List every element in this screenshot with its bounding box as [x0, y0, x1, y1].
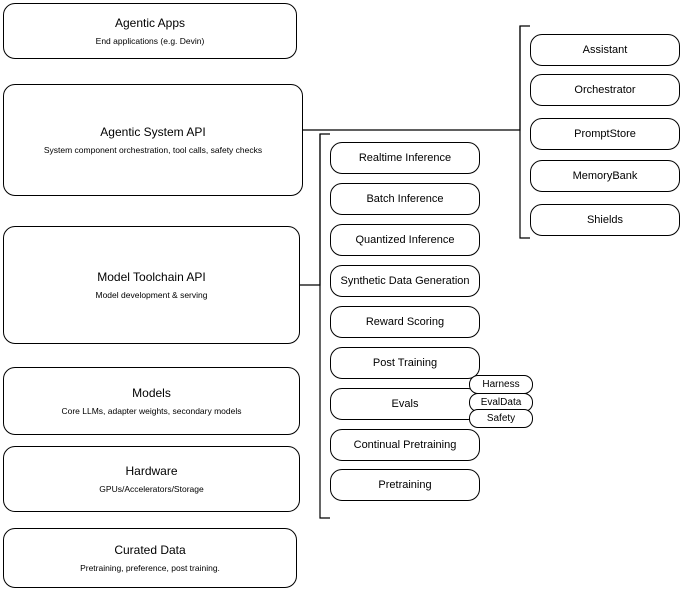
- layer-agentic-apps[interactable]: [3, 3, 297, 59]
- component-label: Harness: [482, 379, 520, 390]
- component-promptstore[interactable]: [530, 118, 680, 150]
- layer-subtitle: Model development & serving: [95, 289, 208, 300]
- layer-title: Curated Data: [114, 542, 186, 557]
- component-label: EvalData: [480, 397, 522, 408]
- layer-title: Agentic System API: [100, 124, 206, 139]
- component-label: Shields: [586, 214, 624, 226]
- component-label: Pretraining: [378, 479, 432, 491]
- layer-agentic-system-api[interactable]: [3, 84, 303, 196]
- component-label: Post Training: [372, 357, 438, 369]
- layer-title: Hardware: [125, 463, 178, 478]
- layer-subtitle: Pretraining, preference, post training.: [80, 562, 220, 573]
- component-label: Orchestrator: [574, 84, 636, 96]
- layer-subtitle: End applications (e.g. Devin): [95, 35, 205, 46]
- component-orchestrator[interactable]: [530, 74, 680, 106]
- layer-models[interactable]: [3, 367, 300, 435]
- component-label: MemoryBank: [572, 170, 638, 182]
- component-label: Realtime Inference: [358, 152, 452, 164]
- layer-subtitle: Core LLMs, adapter weights, secondary models: [61, 405, 242, 416]
- layer-curated-data[interactable]: [3, 528, 297, 588]
- component-label: Batch Inference: [366, 193, 444, 205]
- component-shields[interactable]: [530, 204, 680, 236]
- component-batch-inference[interactable]: [330, 183, 480, 215]
- component-eval-safety[interactable]: [469, 409, 533, 428]
- component-label: Evals: [391, 398, 419, 410]
- layer-subtitle: GPUs/Accelerators/Storage: [99, 483, 204, 494]
- component-pretraining[interactable]: [330, 469, 480, 501]
- component-label: Continual Pretraining: [353, 439, 457, 451]
- component-label: PromptStore: [574, 128, 636, 140]
- component-label: Reward Scoring: [365, 316, 445, 328]
- component-label: Safety: [486, 413, 516, 424]
- component-post-training[interactable]: [330, 347, 480, 379]
- component-continual-pretraining[interactable]: [330, 429, 480, 461]
- component-label: Quantized Inference: [355, 234, 455, 246]
- layer-title: Agentic Apps: [114, 15, 186, 30]
- layer-title: Model Toolchain API: [97, 269, 206, 284]
- component-quantized-inference[interactable]: [330, 224, 480, 256]
- component-evals[interactable]: [330, 388, 480, 420]
- layer-title: Models: [132, 385, 171, 400]
- layer-hardware[interactable]: [3, 446, 300, 512]
- layer-model-toolchain-api[interactable]: [3, 226, 300, 344]
- component-assistant[interactable]: [530, 34, 680, 66]
- component-synthetic-data-generation[interactable]: [330, 265, 480, 297]
- component-label: Assistant: [582, 44, 628, 56]
- component-realtime-inference[interactable]: [330, 142, 480, 174]
- component-eval-harness[interactable]: [469, 375, 533, 394]
- layer-subtitle: System component orchestration, tool calls, safety checks: [43, 144, 263, 155]
- component-memorybank[interactable]: [530, 160, 680, 192]
- component-label: Synthetic Data Generation: [340, 275, 470, 287]
- component-reward-scoring[interactable]: [330, 306, 480, 338]
